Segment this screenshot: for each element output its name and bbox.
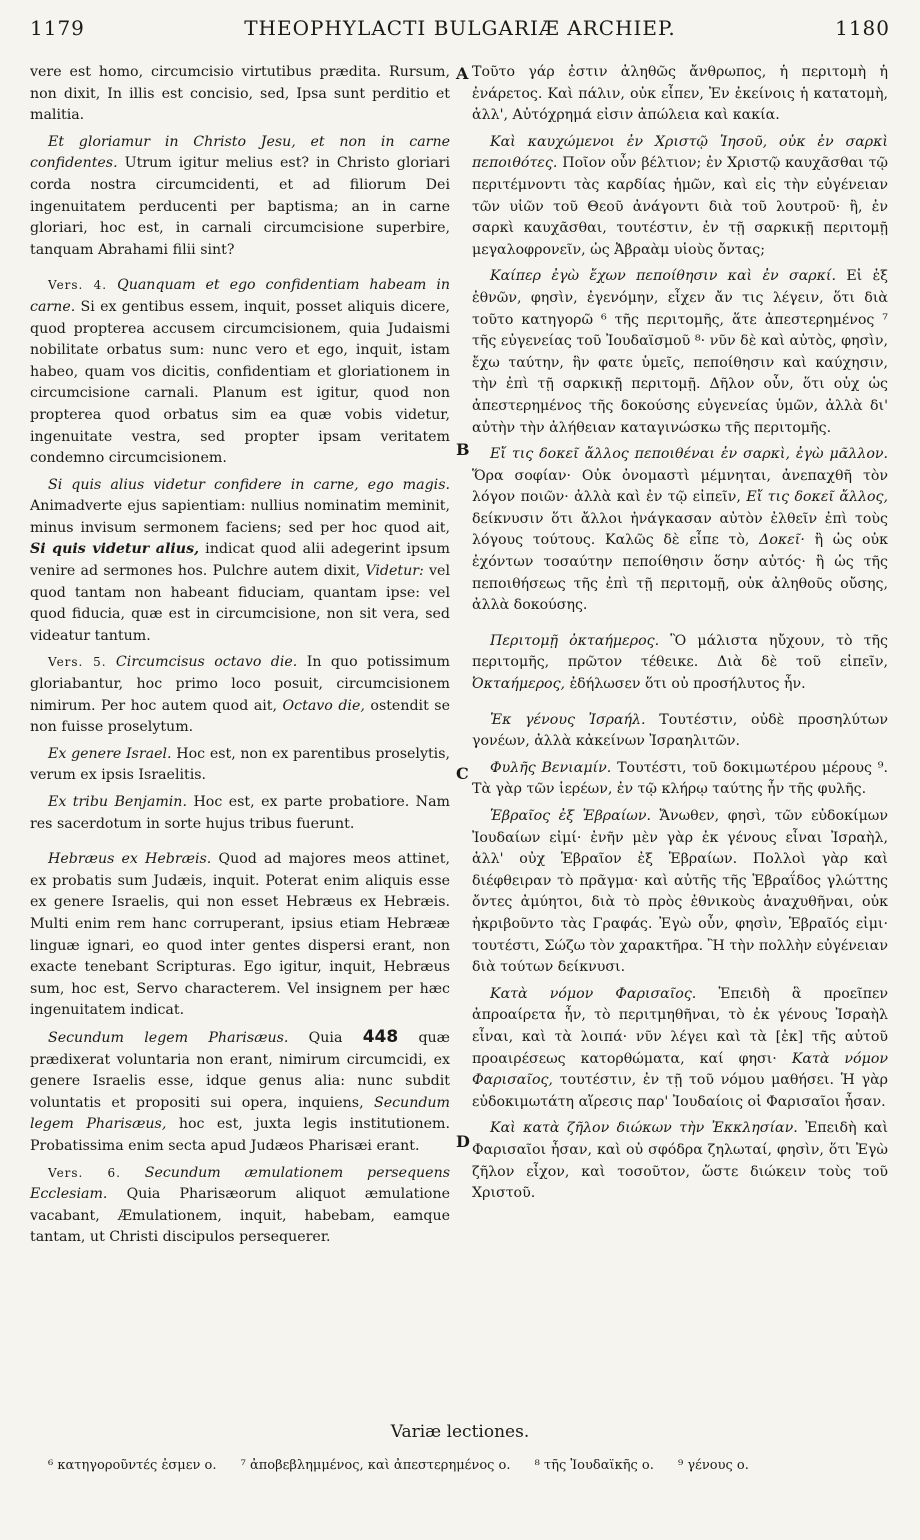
latin-paragraph: Ex tribu Benjamin. Hoc est, ex parte probatiore. Nam res sacerdotum in sorte hujus tribus fuerunt. (30, 794, 451, 832)
greek-paragraph: Καίπερ ἐγὼ ἔχων πεποίθησιν καὶ ἐν σαρκί. Εἰ ἐξ ἐθνῶν, φησὶν, ἐγενόμην, εἶχεν ἄν τις λέγειν, ὅτι διὰ τοῦτο κατηγορῶ ⁶ τῆς περιτομῆς, ἅτε ἀπεστερημένος ⁷ τῆς εὐγενείας τοῦ Ἰουδαϊσμοῦ ⁸· νῦν δὲ καὶ αὐτὸς, φησὶν, ἔχω ταύτην, ἣν φατε ὑμεῖς, πεποίθησιν καὶ καύχησιν, τὴν ἐπὶ τῇ σαρκικῇ περιτομῇ. Δῆλον οὖν, ὅτι οὐχ ὡς ἀπεστερημένος τῆς δοκούσης εὐγενείας ὑμῶν, ἀλλὰ δι' αὐτὴν τὴν ἀλήθειαν καταγινώσκω τῆς περιτομῆς. (472, 268, 889, 436)
greek-paragraph: Περιτομῇ ὀκταήμερος. Ὃ μάλιστα ηὔχουν, τὸ τῆς περιτομῆς, πρῶτον τέθεικε. Διὰ δὲ τοῦ εἰπεῖν, Ὀκταήμερος, ἐδήλωσεν ὅτι οὐ προσήλυτος ἦν. (472, 632, 888, 693)
latin-paragraph: Vers. 4. Quanquam et ego confidentiam habeam in carne. Si ex gentibus essem, inquit, posset aliquis dicere, quod propterea accusem circumcisionem, quia Judaismi nobilitate orbatus sum: nunc vero et ego, inquit, istam habeo, quam vos dicitis, confidentiam et gloriationem in circumcisione carnali. Planum est igitur, quod non propterea quod orbatus sim ea quæ vobis videtur, ingenuitate vestra, sed propter ipsam veritatem condemno circumcisionem. (30, 277, 450, 467)
variae-lectiones-title: Variæ lectiones. (390, 1422, 530, 1442)
running-header (30, 6, 890, 46)
greek-paragraph: Φυλῆς Βενιαμίν. Τουτέστι, τοῦ δοκιμωτέρου μέρους ⁹. Τὰ γὰρ τῶν ἱερέων, ἐν τῷ κλήρῳ ταύτης ἦν τῆς φυλῆς. (472, 759, 888, 798)
variant-note: ⁶ κατηγοροῦντές ἐσμεν ο. (48, 1458, 217, 1473)
greek-paragraph: Καὶ κατὰ ζῆλον διώκων τὴν Ἐκκλησίαν. Ἐπειδὴ καὶ Φαρισαῖοι ἦσαν, καὶ οὐ σφόδρα ζηλωταί, φησὶν, ὅτι Ἐγὼ ζῆλον εἶχον, καὶ τοσοῦτον, ὥστε διώκειν τοὺς τοῦ Χριστοῦ. (472, 1120, 889, 1202)
running-title: THEOPHYLACTI BULGARIÆ ARCHIEP. (244, 16, 676, 40)
latin-paragraph: Vers. 6. Secundum æmulationem persequens Ecclesiam. Quia Pharisæorum aliquot æmulatione vacabant, Æmulationem, inquit, habebam, eamque tantam, ut Christi discipulos persequerer. (30, 1164, 450, 1246)
right-page-number: 1180 (835, 16, 890, 40)
greek-paragraph: Ἐκ γένους Ἰσραήλ. Τουτέστιν, οὐδὲ προσηλύτων γονέων, ἀλλὰ κἀκείνων Ἰσραηλιτῶν. (472, 711, 888, 750)
margin-letter-b: B (456, 440, 470, 459)
margin-letter-a: A (456, 64, 469, 83)
greek-paragraph: Τοῦτο γάρ ἐστιν ἀληθῶς ἄνθρωπος, ἡ περιτομὴ ἡ ἐνάρετος. Καὶ πάλιν, οὐκ εἶπεν, Ἐν ἐκείνοις ἡ κατατομὴ, ἀλλ', Αὐτόχρημά εἰσιν ἀπώλεια καὶ κακία. (472, 64, 888, 124)
greek-paragraph: Εἴ τις δοκεῖ ἄλλος πεποιθέναι ἐν σαρκὶ, ἐγὼ μᾶλλον. Ὅρα σοφίαν· Οὐκ ὀνομαστὶ μέμνηται, ἀνεπαχθῆ τὸν λόγον ποιῶν· ἀλλὰ καὶ ἐν τῷ εἰπεῖν, Εἴ τις δοκεῖ ἄλλος, δείκνυσιν ὅτι ἄλλοι ἠνάγκασαν αὐτὸν ἐλθεῖν ἐπὶ τοὺς λόγους τούτους. Καλῶς δὲ εἶπε τὸ, Δοκεῖ· ἢ ὡς οὐκ ἐχόντων τοσαύτην πεποίθησιν ὅσην αὐτός· ἢ ὡς τῆς πεποιθήσεως τῆς ἐπὶ τῇ περιτομῇ, οὐκ ἀληθοῦς οὔσης, ἀλλὰ δοκούσης. (472, 446, 889, 614)
margin-letter-d: D (456, 1132, 470, 1151)
latin-paragraph: Secundum legem Pharisæus. Quia 448 quæ prædixerat voluntaria non erant, nimirum circumcidi, ex genere Israelis esse, idque genus alia: nunc subdit voluntatis et propositi sui opera, inquiens, Secundum legem Pharisæus, hoc est, juxta legis institutionem. Probatissima enim secta apud Judæos Pharisæi erant. (30, 1026, 451, 1154)
greek-paragraph: Καὶ καυχώμενοι ἐν Χριστῷ Ἰησοῦ, οὐκ ἐν σαρκὶ πεποιθότες. Ποῖον οὖν βέλτιον; ἐν Χριστῷ καυχᾶσθαι τῷ περιτέμνοντι τὰς καρδίας ἡμῶν, καὶ εἰς τὴν εὐγένειαν τῶν υἱῶν τοῦ Θεοῦ ἀνάγοντι διὰ τοῦ λουτροῦ· ἢ, ἐν σαρκὶ καυχᾶσθαι, τουτέστιν, ἐν τῇ σαρκικῇ περιτομῇ μεγαλοφρονεῖν, ὡς Ἀβραὰμ υἱοὺς ὄντας; (472, 133, 888, 258)
migne-column-number: 448 (362, 1026, 399, 1047)
latin-paragraph: Et gloriamur in Christo Jesu, et non in carne confidentes. Utrum igitur melius est? in Christo gloriari corda nostra circumcidenti, et ad filiorum Dei ingenuitatem perducenti per baptisma; an in carne gloriari, hoc est, in carnali circumcisione superbire, tanquam Abrahami filii sint? (30, 133, 450, 258)
latin-paragraph: vere est homo, circumcisio virtutibus prædita. Rursum, non dixit, In illis est concisio, sed, Ipsa sunt perditio et malitia. (30, 64, 450, 124)
margin-letter-c: C (456, 764, 469, 783)
variant-note: ⁷ ἀποβεβλημμένος, καὶ ἀπεστερημένος ο. (240, 1458, 511, 1473)
variant-note: ⁸ τῆς Ἰουδαϊκῆς ο. (534, 1458, 654, 1473)
latin-paragraph: Ex genere Israel. Hoc est, non ex parentibus proselytis, verum ex ipsis Israelitis. (30, 745, 450, 784)
greek-paragraph: Κατὰ νόμον Φαρισαῖος. Ἐπειδὴ ἃ προεῖπεν ἀπροαίρετα ἦν, τὸ περιτμηθῆναι, τὸ ἐκ γένους Ἰσραὴλ εἶναι, καὶ τὰ λοιπά· νῦν λέγει καὶ τὰ [ἐκ] τῆς αὐτοῦ προαιρέσεως κατορθώματα, καί φησι· Κατὰ νόμον Φαρισαῖος, τουτέστιν, ἐν τῇ τοῦ νόμου μαθήσει. Ἡ γὰρ εὐδοκιμωτάτη αἵρεσις παρ' Ἰουδαίοις οἱ Φαρισαῖοι ἦσαν. (472, 985, 889, 1110)
left-page-number: 1179 (30, 16, 85, 40)
latin-paragraph: Vers. 5. Circumcisus octavo die. In quo potissimum gloriabantur, hoc primo loco posuit, circumcisionem nimirum. Per hoc autem quod ait, Octavo die, ostendit se non fuisse proselytum. (30, 654, 451, 736)
greek-column (472, 62, 888, 1210)
latin-paragraph: Si quis alius videtur confidere in carne, ego magis. Animadverte ejus sapientiam: nullius nominatim meminit, minus invisum sermonem faciens; sed per hoc quod ait, Si quis videtur alius, indicat quod alii adegerint ipsum venire ad sermones hos. Pulchre autem dixit, Videtur: vel quod tantam non habeant fiduciam, quantam ipse: vel quod fiducia, quæ est in circumcisione, non sit vera, sed videatur tantum. (30, 476, 451, 644)
latin-column (30, 62, 450, 1254)
latin-paragraph: Hebræus ex Hebræis. Quod ad majores meos attinet, ex probatis sum Judæis, inquit. Poterat enim aliquis esse ex genere Israelis, qui non esset Hebræus ex Hebræis. Multi enim rem hanc corruperant, ipsius etiam Hebrææ linguæ ignari, eo quod inter gentes dispersi erant, non exacte tenebant Scripturas. Ego igitur, inquit, Hebræus sum, hoc est, Servo characterem. Vel insignem per hæc ingenuitatem indicat. (30, 851, 450, 1019)
greek-paragraph: Ἑβραῖος ἐξ Ἑβραίων. Ἄνωθεν, φησὶ, τῶν εὐδοκίμων Ἰουδαίων εἰμί· ἐνῆν μὲν γὰρ ἐκ γένους εἶναι Ἰσραὴλ, ἀλλ' οὐχ Ἑβραῖον ἐξ Ἑβραίων. Πολλοὶ γὰρ καὶ διέφθειραν τὸ πρᾶγμα· καὶ αὐτῆς τῆς Ἑβραΐδος γλώττης ὄντες ἀμύητοι, διὰ τὸ πρὸς ἐθνικοὺς ἀναχυθῆναι, οὐκ ἠκριβοῦντο τὰς Γραφάς. Ἐγὼ οὖν, φησὶν, Ἑβραῖός εἰμι· τουτέστι, Σώζω τὸν χαρακτῆρα. Ἢ τὴν πολλὴν εὐγένειαν διὰ τούτων δείκνυσι. (472, 808, 888, 976)
variae-lectiones-notes (48, 1458, 888, 1473)
variant-note: ⁹ γένους ο. (678, 1458, 749, 1473)
